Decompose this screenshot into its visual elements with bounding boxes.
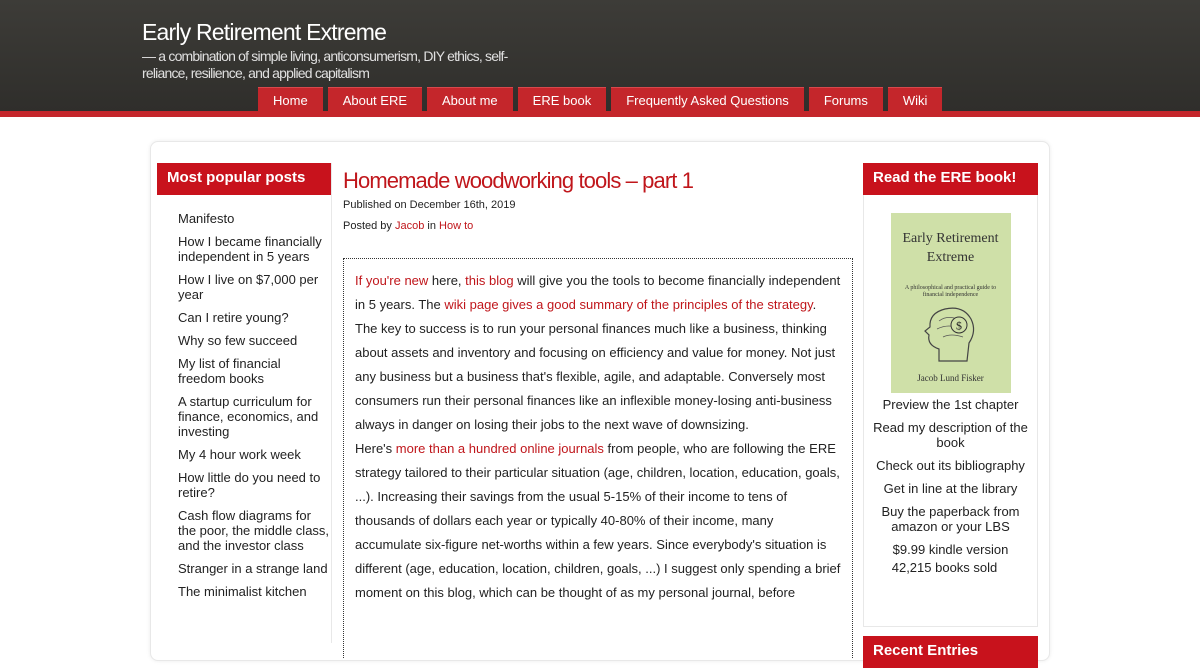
popular-post-link[interactable]: Manifesto	[178, 211, 235, 226]
books-sold-count: 42,215 books sold	[891, 560, 998, 575]
popular-post-link[interactable]: How I became financially independent in 5 years	[178, 234, 322, 264]
nav-about-ere[interactable]: About ERE	[328, 87, 422, 111]
text: will give you the tools to become financially independent in 5 years. The	[355, 273, 841, 312]
nav-faq[interactable]: Frequently Asked Questions	[611, 87, 804, 111]
head-silhouette-icon	[921, 301, 981, 367]
this-blog-link[interactable]: this blog	[465, 273, 514, 288]
popular-posts-list	[157, 195, 331, 599]
in-label: in	[427, 220, 436, 232]
popular-post-link[interactable]: Cash flow diagrams for the poor, the middle class, and the investor class	[178, 508, 330, 553]
category-link[interactable]: How to	[439, 220, 474, 232]
post-title[interactable]: Homemade woodworking tools – part 1	[343, 168, 694, 193]
post-date-line	[343, 198, 853, 212]
nav-home[interactable]: Home	[258, 87, 323, 111]
post-date: December 16th, 2019	[409, 199, 516, 211]
popular-post-link[interactable]: The minimalist kitchen	[178, 584, 307, 599]
popular-post-link[interactable]: My list of financial freedom books	[178, 356, 281, 386]
book-cover-image[interactable]	[891, 213, 1011, 393]
nav-wiki[interactable]: Wiki	[888, 87, 943, 111]
nav-ere-book[interactable]: ERE book	[518, 87, 607, 111]
site-title[interactable]: Early Retirement Extreme	[142, 19, 387, 45]
library-link[interactable]: Get in line at the library	[883, 481, 1018, 496]
text: . The key to success is to run your personal finances much like a business, thinking about assets and inventory and focusing on efficiency and value for money. Not just any business but a business that's flexible, agile, and adaptable. Conversely most consumers run their personal finances like an inflexible money-losing anti-business always in danger on losing their jobs to the next wave of downsizing.	[355, 297, 836, 432]
left-sidebar	[157, 163, 332, 643]
kindle-link[interactable]: $9.99 kindle version	[892, 542, 1009, 557]
post-article	[343, 165, 853, 600]
right-sidebar	[863, 163, 1038, 668]
book-cover-title: Early Retirement Extreme	[902, 231, 999, 265]
book-widget-title: Read the ERE book!	[863, 163, 1038, 195]
popular-post-link[interactable]: Stranger in a strange land	[178, 561, 328, 576]
main-nav	[258, 87, 947, 111]
bibliography-link[interactable]: Check out its bibliography	[876, 458, 1025, 473]
book-widget	[863, 195, 1038, 627]
nav-forums[interactable]: Forums	[809, 87, 883, 111]
post-body	[343, 258, 853, 658]
book-links	[864, 397, 1037, 557]
post-meta	[343, 219, 853, 233]
popular-posts-title: Most popular posts	[157, 163, 331, 195]
book-description-link[interactable]: Read my description of the book	[873, 420, 1028, 450]
popular-post-link[interactable]: A startup curriculum for finance, economics, and investing	[178, 394, 319, 439]
site-header	[0, 0, 1200, 111]
journals-paragraph	[355, 437, 841, 605]
author-link[interactable]: Jacob	[394, 220, 425, 232]
popular-post-link[interactable]: My 4 hour work week	[178, 447, 301, 462]
header-divider	[0, 111, 1200, 117]
text: Here's	[355, 441, 396, 456]
if-new-link[interactable]: If you're new	[355, 273, 429, 288]
recent-entries-title: Recent Entries	[863, 636, 1038, 668]
published-label: Published on	[343, 199, 407, 211]
journals-link[interactable]: more than a hundred online journals	[395, 441, 604, 456]
nav-about-me[interactable]: About me	[427, 87, 513, 111]
posted-by-label: Posted by	[343, 220, 392, 232]
wiki-summary-link[interactable]: wiki page gives a good summary of the principles of the strategy	[444, 297, 813, 312]
site-tagline: — a combination of simple living, anticonsumerism, DIY ethics, self-reliance, resilience, and applied capitalism	[142, 48, 508, 81]
preview-chapter-link[interactable]: Preview the 1st chapter	[882, 397, 1019, 412]
popular-post-link[interactable]: How I live on $7,000 per year	[178, 272, 319, 302]
text: from people, who are following the ERE strategy tailored to their particular situation (age, children, location, education, goals, ...). Increasing their savings from the usual 5-15% of their income to tens of thousands of dollars each year or typically 40-80% of their income, many accumulate six-figure net-worths within a few years. Since everybody's situation is different (age, education, location, children, goals, ...) I suggest only spending a brief moment on this blog, which can be thought of as my personal journal, before	[355, 441, 841, 600]
intro-paragraph	[355, 269, 841, 437]
book-cover-subtitle: A philosophical and practical guide to financial independence	[904, 285, 997, 298]
popular-post-link[interactable]: How little do you need to retire?	[178, 470, 321, 500]
book-cover-author: Jacob Lund Fisker	[917, 373, 984, 383]
dollar-symbol: $	[955, 318, 962, 333]
paperback-link[interactable]: Buy the paperback from amazon or your LBS	[881, 504, 1020, 534]
popular-post-link[interactable]: Why so few succeed	[178, 333, 298, 348]
text: here,	[428, 273, 466, 288]
popular-post-link[interactable]: Can I retire young?	[178, 310, 289, 325]
